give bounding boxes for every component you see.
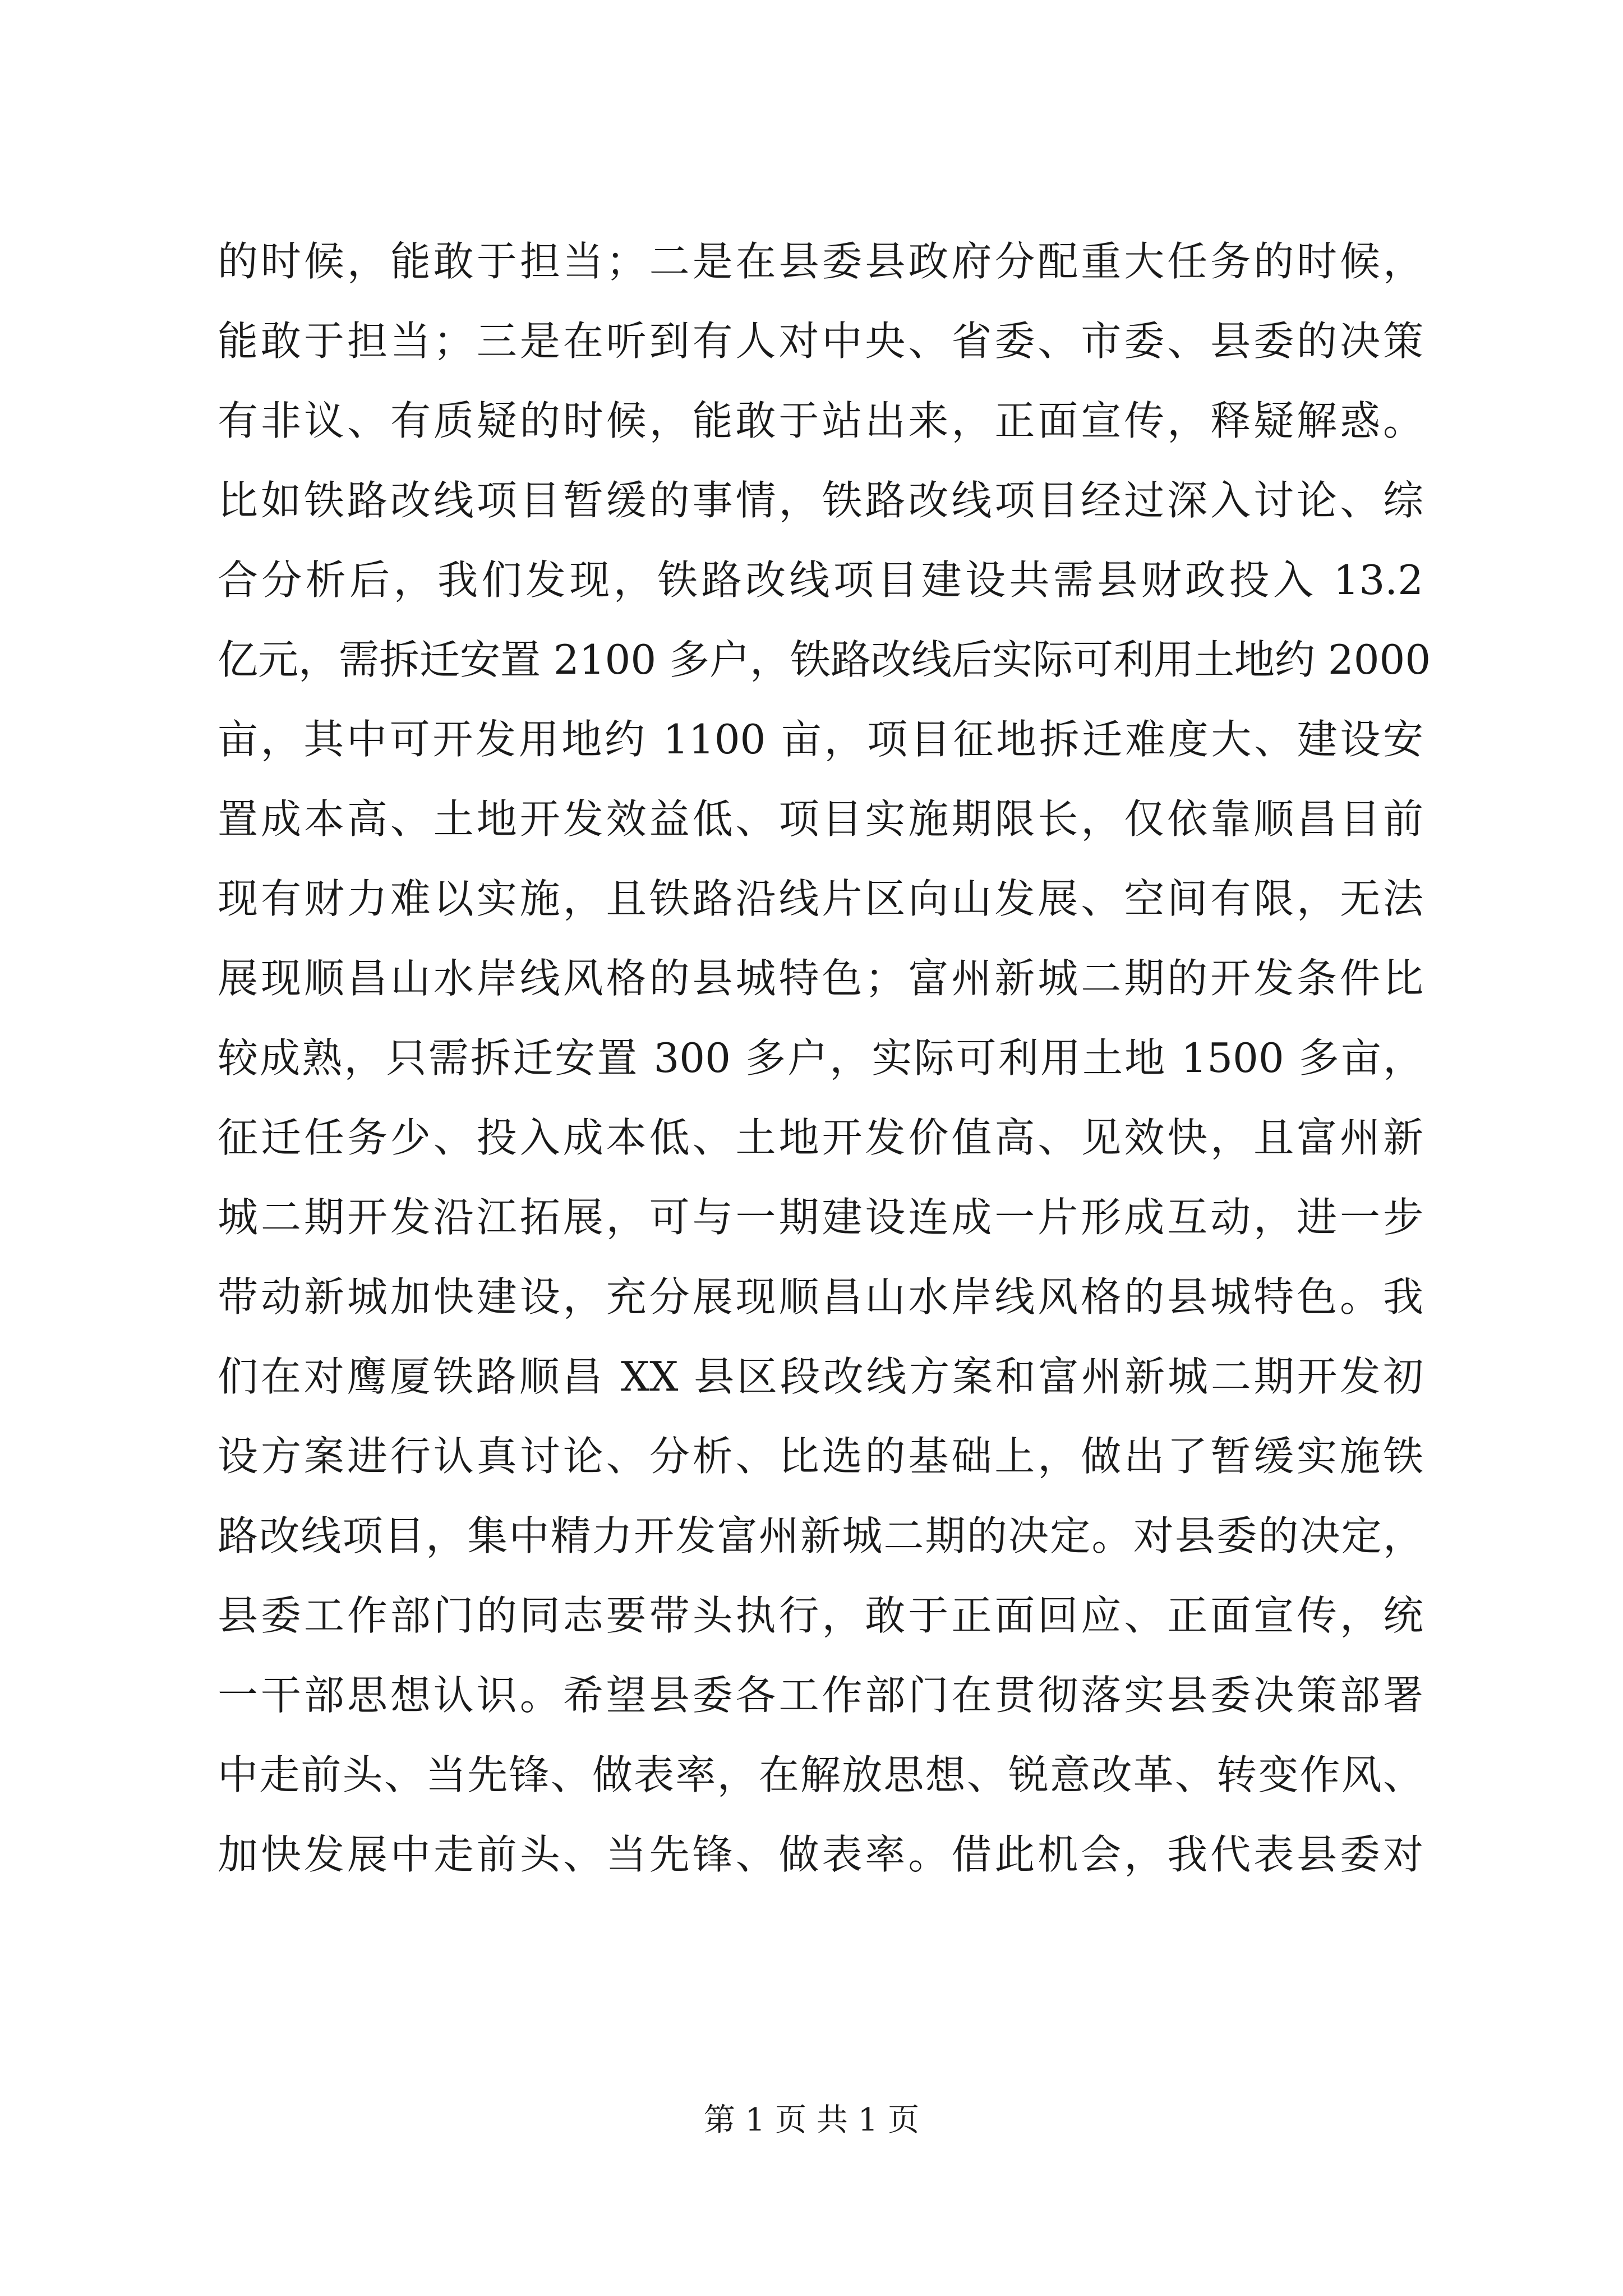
text-line: 路改线项目，集中精力开发富州新城二期的决定。对县委的决定， <box>218 1512 1423 1559</box>
text-line: 中走前头、当先锋、做表率，在解放思想、锐意改革、转变作风、 <box>218 1751 1423 1798</box>
page-footer <box>0 2098 1623 2143</box>
text-line: 征迁任务少、投入成本低、土地开发价值高、见效快，且富州新 <box>218 1114 1423 1161</box>
text-line: 能敢于担当；三是在听到有人对中央、省委、市委、县委的决策 <box>218 318 1423 365</box>
text-line: 一干部思想认识。希望县委各工作部门在贯彻落实县委决策部署 <box>218 1672 1423 1719</box>
text-line: 城二期开发沿江拓展，可与一期建设连成一片形成互动，进一步 <box>218 1194 1423 1241</box>
text-line: 亿元，需拆迁安置 2100 多户，铁路改线后实际可利用土地约 2000 <box>218 636 1431 683</box>
text-line: 比如铁路改线项目暂缓的事情，铁路改线项目经过深入讨论、综 <box>218 477 1423 524</box>
text-line: 较成熟，只需拆迁安置 300 多户，实际可利用土地 1500 多亩， <box>218 1034 1423 1082</box>
text-line: 的时候，能敢于担当；二是在县委县政府分配重大任务的时候， <box>218 238 1423 285</box>
text-line: 县委工作部门的同志要带头执行，敢于正面回应、正面宣传，统 <box>218 1592 1423 1639</box>
text-line: 合分析后，我们发现，铁路改线项目建设共需县财政投入 13.2 <box>218 556 1423 604</box>
text-line: 加快发展中走前头、当先锋、做表率。借此机会，我代表县委对 <box>218 1831 1423 1878</box>
document-body <box>218 222 1431 1894</box>
text-line: 展现顺昌山水岸线风格的县城特色；富州新城二期的开发条件比 <box>218 955 1423 1002</box>
text-line: 带动新城加快建设，充分展现顺昌山水岸线风格的县城特色。我 <box>218 1273 1423 1320</box>
text-line: 亩，其中可开发用地约 1100 亩，项目征地拆迁难度大、建设安 <box>218 716 1423 763</box>
text-line: 置成本高、土地开发效益低、项目实施期限长，仅依靠顺昌目前 <box>218 795 1423 843</box>
text-line: 设方案进行认真讨论、分析、比选的基础上，做出了暂缓实施铁 <box>218 1433 1423 1480</box>
text-line: 有非议、有质疑的时候，能敢于站出来，正面宣传，释疑解惑。 <box>218 397 1423 444</box>
text-line: 们在对鹰厦铁路顺昌 XX 县区段改线方案和富州新城二期开发初 <box>218 1353 1423 1400</box>
text-line: 现有财力难以实施，且铁路沿线片区向山发展、空间有限，无法 <box>218 875 1423 922</box>
page-number: 第 1 页 共 1 页 <box>703 2102 920 2138</box>
